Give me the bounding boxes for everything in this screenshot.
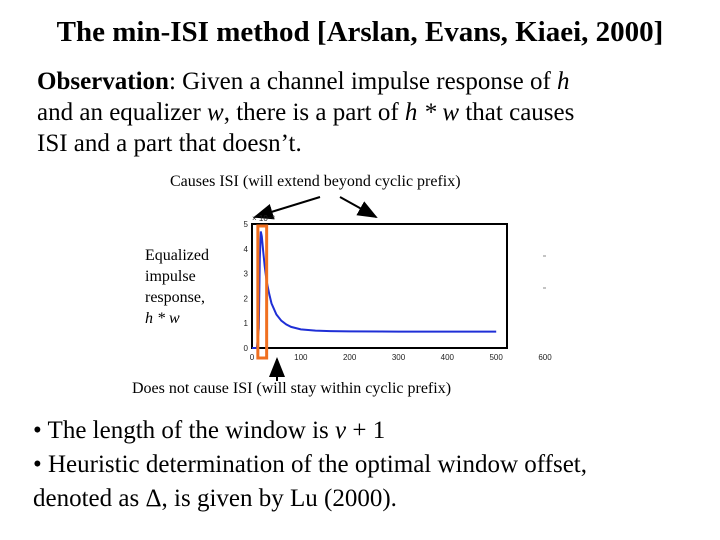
- y-tick-label: 5: [243, 220, 248, 229]
- observation-text: that causes: [459, 99, 575, 126]
- x-tick-label: 400: [440, 353, 455, 362]
- y-exponent-label: × 10⁻³: [252, 214, 275, 223]
- y-tick-label: 2: [243, 294, 248, 304]
- bullet-heuristic: [33, 448, 713, 482]
- observation-line-3: ISI and a part that doesn’t.: [37, 130, 302, 157]
- observation-text: : Given a channel impulse response of: [168, 68, 558, 95]
- var-v: v: [335, 417, 347, 444]
- observation-text: , there is a part of: [223, 99, 405, 126]
- y-tick-label: 3: [243, 269, 248, 279]
- x-tick-label: 200: [342, 353, 357, 362]
- side-label-line: response,: [145, 289, 205, 306]
- x-tick-label: 0: [249, 353, 255, 362]
- plot-frame: [252, 224, 507, 348]
- side-label-expr: h * w: [145, 310, 180, 327]
- expr-h-conv-w: h * w: [404, 99, 460, 126]
- y-tick-label: 4: [243, 244, 248, 254]
- bullet-text: denoted as: [33, 485, 146, 512]
- side-label-line: impulse: [145, 268, 196, 285]
- observation-text: and an equalizer: [37, 99, 208, 126]
- x-tick-group: [250, 353, 552, 362]
- symbol-delta: Δ: [145, 485, 162, 512]
- x-tick-label: 500: [489, 353, 503, 362]
- arrow-to-tail: [340, 197, 376, 217]
- bullet-text: • The length of the window is: [33, 417, 336, 444]
- observation-label: Observation: [37, 68, 169, 95]
- bullet-heuristic-cont: [33, 482, 713, 516]
- series-line: [252, 231, 496, 348]
- bullet-text: + 1: [346, 417, 386, 444]
- y-tick-group: [244, 220, 249, 353]
- var-w: w: [207, 99, 224, 126]
- bullet-list: [33, 414, 713, 516]
- y-tick-label: 0: [243, 344, 248, 353]
- bullet-text: • Heuristic determination of the optimal window offset,: [33, 451, 588, 478]
- callout-causes-isi: Causes ISI (will extend beyond cyclic prefix): [170, 173, 461, 190]
- slide-title: The min-ISI method [Arslan, Evans, Kiaei, 2000]: [56, 16, 664, 48]
- x-tick-label: 100: [294, 353, 308, 362]
- y-tick-label: 1: [243, 319, 248, 329]
- x-tick-label: 300: [391, 353, 406, 362]
- var-h: h: [557, 68, 570, 95]
- bullet-window-length: [33, 414, 713, 448]
- x-tick-label: 600: [538, 353, 552, 362]
- side-label-line: Equalized: [145, 247, 209, 264]
- callout-no-isi: Does not cause ISI (will stay within cyclic prefix): [132, 380, 452, 397]
- bullet-text: , is given by Lu (2000).: [161, 485, 397, 512]
